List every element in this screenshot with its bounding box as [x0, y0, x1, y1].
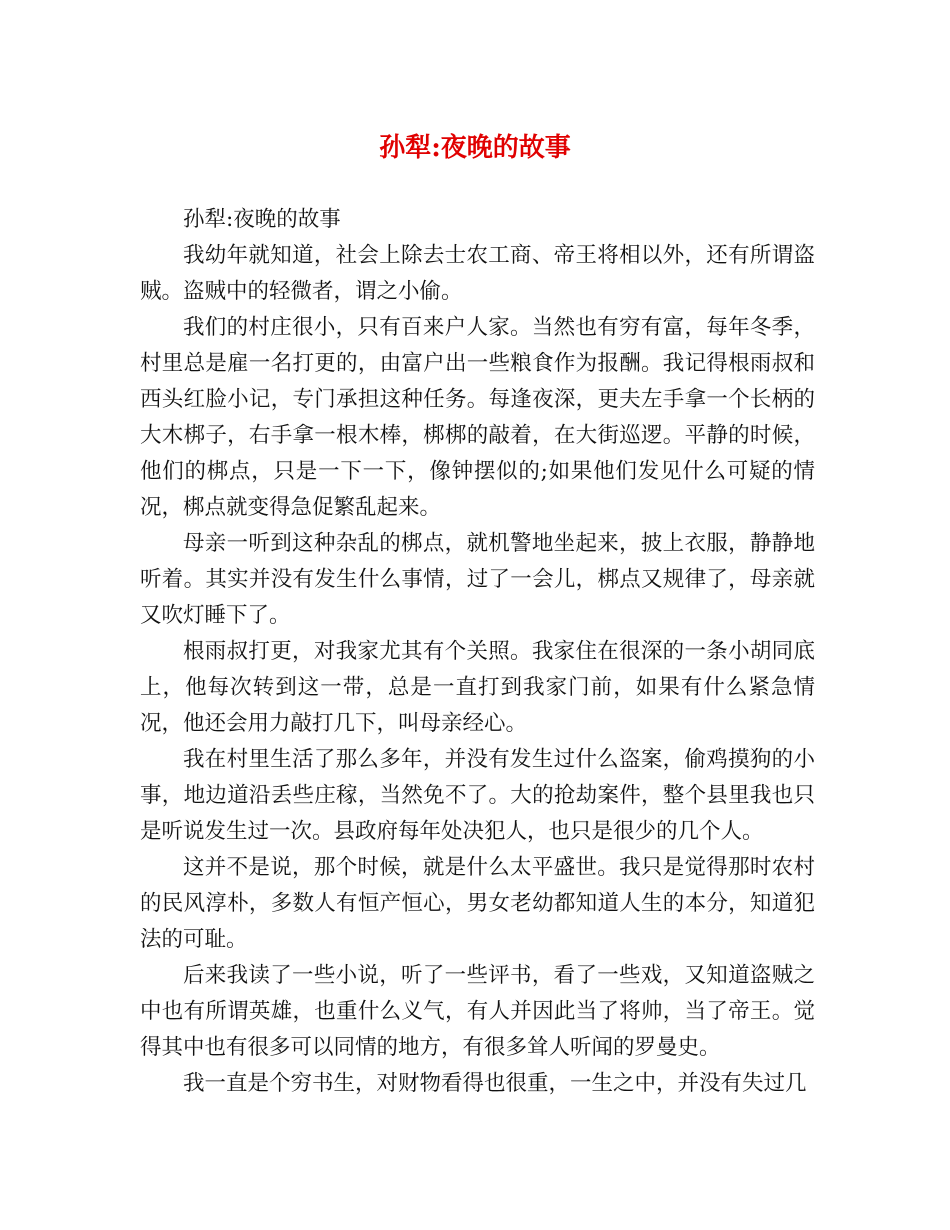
document-body [140, 202, 815, 1102]
paragraph: 母亲一听到这种杂乱的梆点，就机警地坐起来，披上衣服，静静地听着。其实并没有发生什么事情，过了一会儿，梆点又规律了，母亲就又吹灯睡下了。 [140, 531, 815, 628]
paragraph: 我在村里生活了那么多年，并没有发生过什么盗案，偷鸡摸狗的小事，地边道沿丢些庄稼，当然免不了。大的抢劫案件，整个县里我也只是听说发生过一次。县政府每年处决犯人，也只是很少的几个人。 [140, 747, 815, 844]
paragraph: 我们的村庄很小，只有百来户人家。当然也有穷有富，每年冬季，村里总是雇一名打更的，由富户出一些粮食作为报酬。我记得根雨叔和西头红脸小记，专门承担这种任务。每逢夜深，更夫左手拿一个长柄的大木梆子，右手拿一根木棒，梆梆的敲着，在大街巡逻。平静的时候，他们的梆点，只是一下一下，像钟摆似的;如果他们发见什么可疑的情况，梆点就变得急促繁乱起来。 [140, 315, 815, 520]
paragraph: 我幼年就知道，社会上除去士农工商、帝王将相以外，还有所谓盗贼。盗贼中的轻微者，谓之小偷。 [140, 243, 815, 304]
paragraph: 这并不是说，那个时候，就是什么太平盛世。我只是觉得那时农村的民风淳朴，多数人有恒产恒心，男女老幼都知道人生的本分，知道犯法的可耻。 [140, 855, 815, 952]
paragraph: 根雨叔打更，对我家尤其有个关照。我家住在很深的一条小胡同底上，他每次转到这一带，总是一直打到我家门前，如果有什么紧急情况，他还会用力敲打几下，叫母亲经心。 [140, 639, 815, 736]
paragraph: 后来我读了一些小说，听了一些评书，看了一些戏，又知道盗贼之中也有所谓英雄，也重什么义气，有人并因此当了将帅，当了帝王。觉得其中也有很多可以同情的地方，有很多耸人听闻的罗曼史。 [140, 963, 815, 1060]
paragraph: 我一直是个穷书生，对财物看得也很重，一生之中，并没有失过几 [183, 1071, 807, 1096]
paragraph: 孙犁:夜晚的故事 [183, 207, 341, 232]
document-title: 孙犁:夜晚的故事 [379, 133, 571, 163]
